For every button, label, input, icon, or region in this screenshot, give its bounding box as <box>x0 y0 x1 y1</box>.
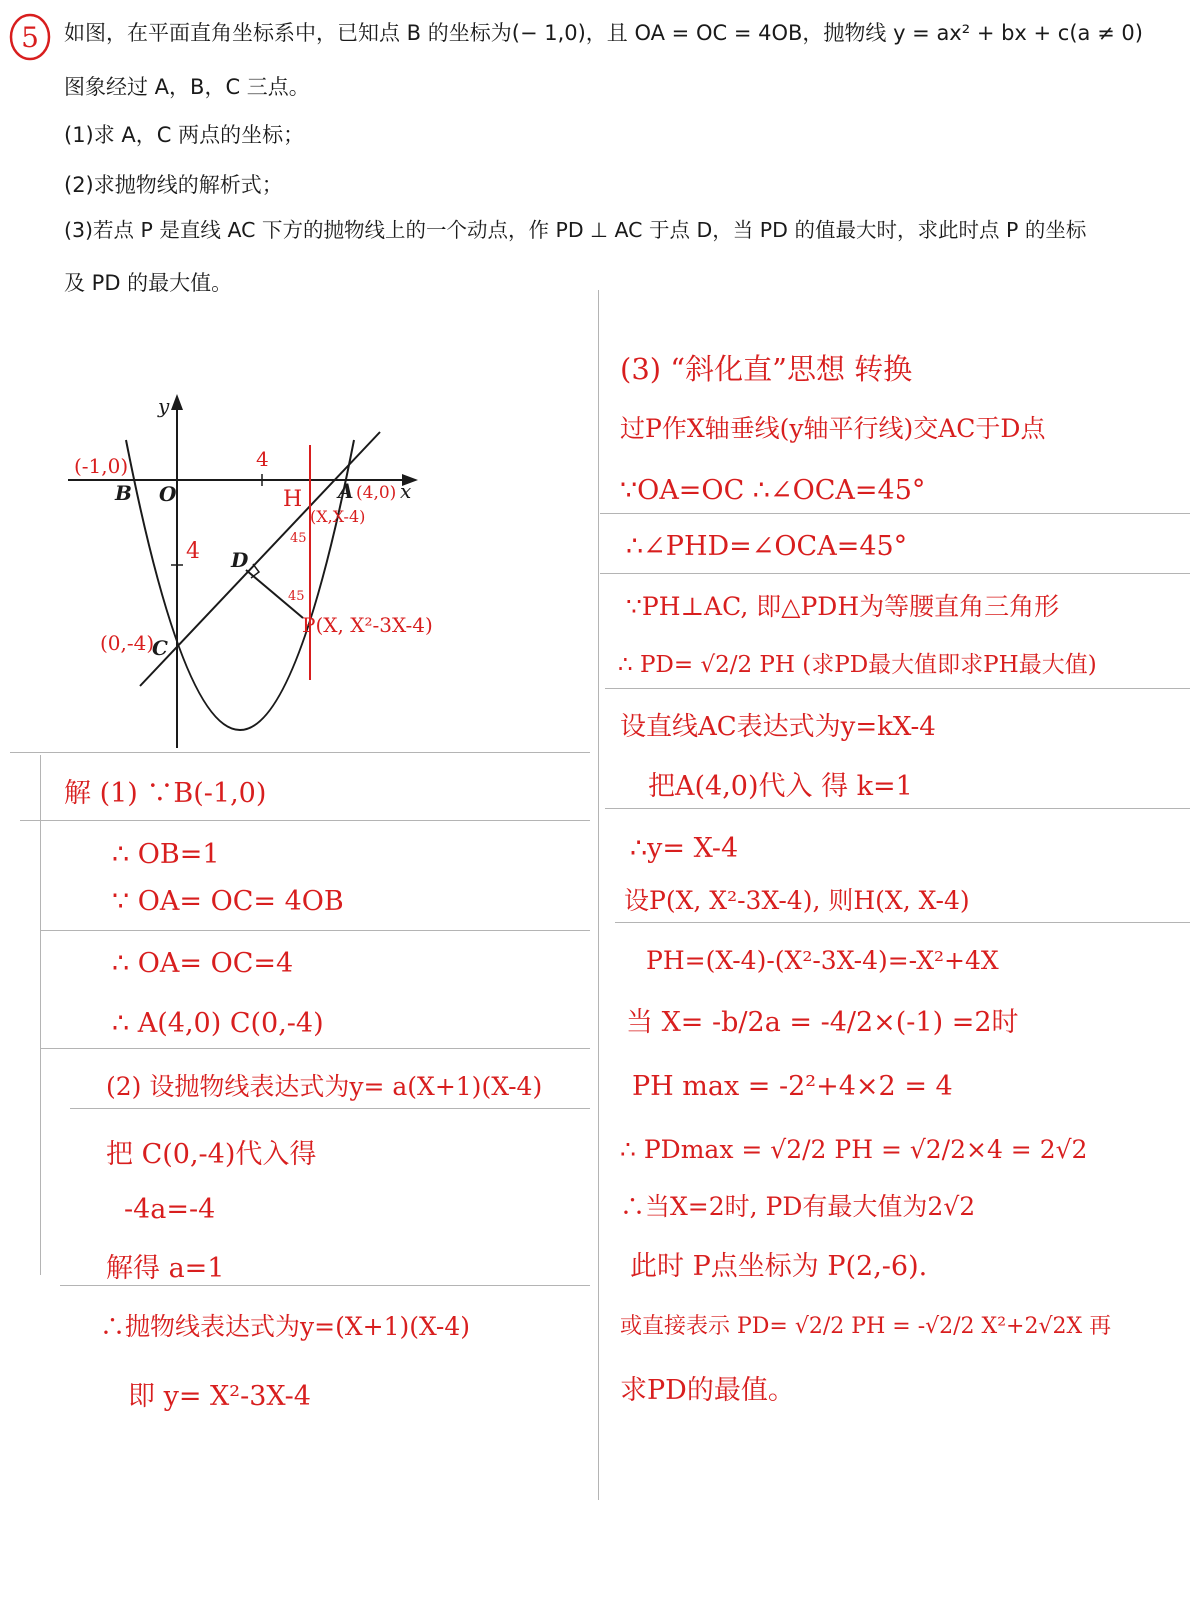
left-line-9: 解得 a=1 <box>106 1253 225 1284</box>
right-line-14: ∴ PDmax = √2/2 PH = √2/2×4 = 2√2 <box>620 1135 1088 1164</box>
label-o: O <box>159 482 177 506</box>
label-c: C <box>152 636 168 660</box>
right-line-9: ∴y= X-4 <box>630 833 739 864</box>
right-line-2: 过P作X轴垂线(y轴平行线)交AC于D点 <box>620 414 1046 443</box>
divider-line <box>615 922 1190 923</box>
problem-line-5: (3)若点 P 是直线 AC 下方的抛物线上的一个动点，作 PD ⊥ AC 于点 D，当 PD 的值最大时，求此时点 P 的坐标 <box>64 218 1087 242</box>
right-line-15: ∴当X=2时, PD有最大值为2√2 <box>620 1192 976 1221</box>
problem-line-6: 及 PD 的最大值。 <box>64 271 233 295</box>
left-line-10: ∴抛物线表达式为y=(X+1)(X-4) <box>100 1312 470 1341</box>
problem-line-3: (1)求 A，C 两点的坐标； <box>64 123 305 147</box>
annot-angle-1: 45 <box>290 531 307 546</box>
right-line-18: 求PD的最值。 <box>620 1375 795 1406</box>
right-line-7: 设直线AC表达式为y=kX-4 <box>620 712 936 742</box>
divider-line <box>600 513 1190 514</box>
label-a: A <box>338 479 354 503</box>
y-axis-arrow <box>171 394 183 410</box>
right-line-13: PH max = -2²+4×2 = 4 <box>632 1071 953 1102</box>
figure <box>0 380 600 760</box>
annot-h-coord: (X,X-4) <box>310 507 366 526</box>
left-line-1: 解 (1) ∵B(-1,0) <box>64 778 267 809</box>
left-line-7: 把 C(0,-4)代入得 <box>106 1139 317 1170</box>
divider-line <box>10 752 590 753</box>
right-line-1: (3) “斜化直”思想 转换 <box>620 352 913 386</box>
left-line-2: ∴ OB=1 <box>112 839 220 870</box>
label-y: y <box>158 394 170 418</box>
problem-statement <box>0 0 1199 310</box>
right-line-16: 此时 P点坐标为 P(2,-6). <box>630 1251 928 1282</box>
problem-number-circle <box>8 12 52 62</box>
problem-number: 5 <box>21 21 39 54</box>
left-line-8: -4a=-4 <box>124 1194 216 1225</box>
label-b: B <box>115 481 132 505</box>
annot-four-left: 4 <box>186 539 200 564</box>
right-line-5: ∵PH⊥AC, 即△PDH为等腰直角三角形 <box>626 592 1060 621</box>
divider-line <box>20 820 590 821</box>
annot-angle-2: 45 <box>288 589 305 604</box>
left-line-6: (2) 设抛物线表达式为y= a(X+1)(X-4) <box>106 1072 543 1101</box>
divider-line <box>70 1108 590 1109</box>
margin-line <box>40 755 41 1275</box>
problem-line-1: 如图，在平面直角坐标系中，已知点 B 的坐标为(− 1,0)，且 OA = OC = 4OB，抛物线 y = ax² + bx + c(a ≠ 0) <box>64 21 1143 45</box>
divider-line <box>40 1048 590 1049</box>
problem-line-4: (2)求抛物线的解析式； <box>64 173 283 197</box>
right-line-17: 或直接表示 PD= √2/2 PH = -√2/2 X²+2√2X 再 <box>620 1314 1112 1339</box>
label-d: D <box>231 548 249 572</box>
right-line-12: 当 X= -b/2a = -4/2×(-1) =2时 <box>626 1007 1019 1038</box>
column-divider <box>598 290 599 1500</box>
divider-line <box>605 688 1190 689</box>
left-line-11: 即 y= X²-3X-4 <box>128 1381 311 1412</box>
divider-line <box>600 573 1190 574</box>
problem-line-2: 图象经过 A，B，C 三点。 <box>64 75 310 99</box>
annot-a-coord: (4,0) <box>356 483 397 503</box>
right-line-6: ∴ PD= √2/2 PH (求PD最大值即求PH最大值) <box>618 652 1097 678</box>
annot-c-coord: (0,-4) <box>100 631 155 655</box>
right-line-10: 设P(X, X²-3X-4), 则H(X, X-4) <box>624 886 970 915</box>
left-line-4: ∴ OA= OC=4 <box>112 948 294 979</box>
left-line-5: ∴ A(4,0) C(0,-4) <box>112 1008 324 1039</box>
annot-h: H <box>283 487 303 512</box>
right-line-8: 把A(4,0)代入 得 k=1 <box>648 771 913 802</box>
right-line-3: ∵OA=OC ∴∠OCA=45° <box>620 475 926 506</box>
right-line-4: ∴∠PHD=∠OCA=45° <box>626 531 908 562</box>
annot-p-coord: P(X, X²-3X-4) <box>302 613 433 637</box>
right-line-11: PH=(X-4)-(X²-3X-4)=-X²+4X <box>646 946 999 975</box>
annot-b-coord: (-1,0) <box>74 454 129 478</box>
divider-line <box>40 930 590 931</box>
left-line-3: ∵ OA= OC= 4OB <box>112 886 344 917</box>
label-x: x <box>400 479 412 503</box>
annot-four-top: 4 <box>256 447 269 471</box>
divider-line <box>605 808 1190 809</box>
